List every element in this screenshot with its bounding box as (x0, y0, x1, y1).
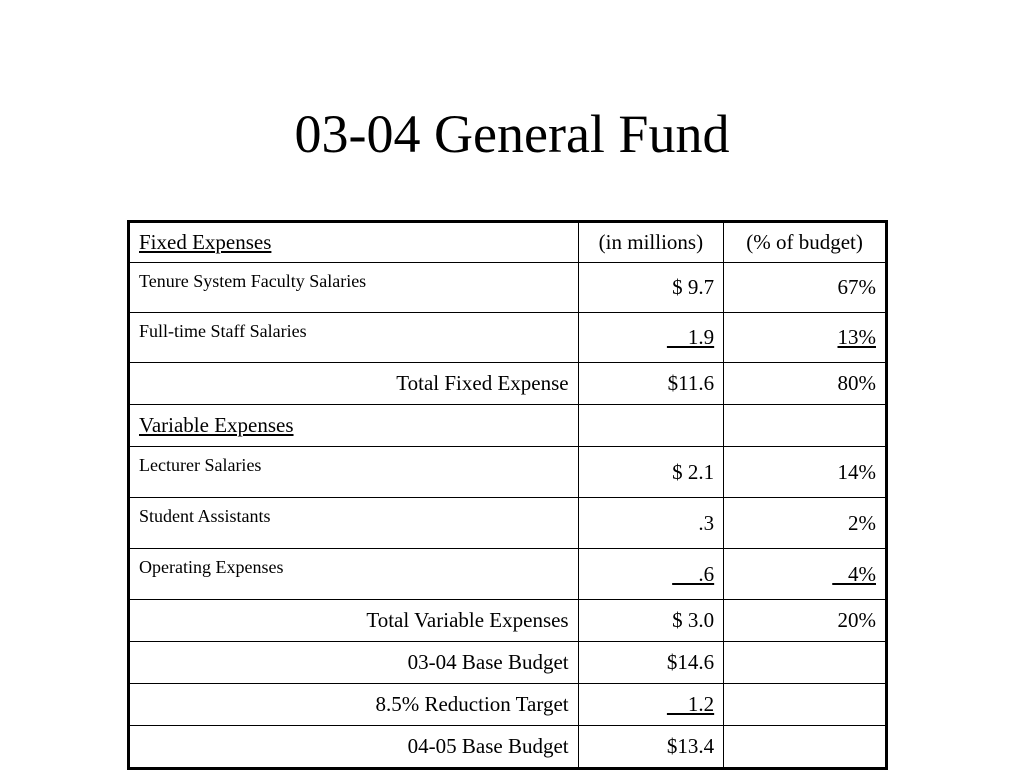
row-millions: $14.6 (578, 642, 724, 684)
percent-column-header: (% of budget) (724, 222, 887, 263)
row-label: Lecturer Salaries (129, 447, 579, 498)
row-percent (724, 642, 887, 684)
table-row-base-budget-0304 (129, 642, 887, 684)
slide-title: 03-04 General Fund (294, 104, 730, 164)
row-label: Tenure System Faculty Salaries (129, 263, 579, 313)
fixed-expenses-heading: Fixed Expenses (129, 222, 579, 263)
table-row-total-fixed (129, 363, 887, 405)
variable-expenses-heading: Variable Expenses (129, 405, 579, 447)
row-millions (578, 549, 724, 600)
row-percent: 80% (724, 363, 887, 405)
row-millions-value: 1.2 (666, 692, 715, 716)
row-percent (724, 313, 887, 363)
row-label: Total Fixed Expense (129, 363, 579, 405)
table-row-total-variable (129, 600, 887, 642)
row-percent: 67% (724, 263, 887, 313)
general-fund-table (127, 220, 888, 770)
row-millions-value: 1.9 (666, 325, 715, 349)
row-millions: $ 9.7 (578, 263, 724, 313)
table-row-lecturer-salaries (129, 447, 887, 498)
row-percent (724, 684, 887, 726)
row-percent (724, 405, 887, 447)
row-percent-value: 13% (837, 325, 876, 349)
row-label: Operating Expenses (129, 549, 579, 600)
row-millions: $ 3.0 (578, 600, 724, 642)
row-percent-value: 4% (832, 561, 876, 586)
row-millions: $13.4 (578, 726, 724, 769)
row-millions (578, 405, 724, 447)
table-row-reduction-target (129, 684, 887, 726)
row-label: 8.5% Reduction Target (129, 684, 579, 726)
row-millions-value: .6 (672, 561, 715, 586)
table-row-tenure-faculty (129, 263, 887, 313)
row-percent (724, 726, 887, 769)
table-header-row (129, 222, 887, 263)
row-label: Student Assistants (129, 498, 579, 549)
row-percent (724, 549, 887, 600)
row-label: Full-time Staff Salaries (129, 313, 579, 363)
row-millions: $ 2.1 (578, 447, 724, 498)
table-row-variable-heading (129, 405, 887, 447)
row-millions: $11.6 (578, 363, 724, 405)
row-label: 03-04 Base Budget (129, 642, 579, 684)
row-percent: 14% (724, 447, 887, 498)
table-row-student-assistants (129, 498, 887, 549)
table-row-staff-salaries (129, 313, 887, 363)
table-row-operating-expenses (129, 549, 887, 600)
row-millions (578, 684, 724, 726)
row-millions (578, 313, 724, 363)
row-label: Total Variable Expenses (129, 600, 579, 642)
millions-column-header: (in millions) (578, 222, 724, 263)
table-row-base-budget-0405 (129, 726, 887, 769)
row-percent: 20% (724, 600, 887, 642)
row-label: 04-05 Base Budget (129, 726, 579, 769)
row-millions: .3 (578, 498, 724, 549)
row-percent: 2% (724, 498, 887, 549)
